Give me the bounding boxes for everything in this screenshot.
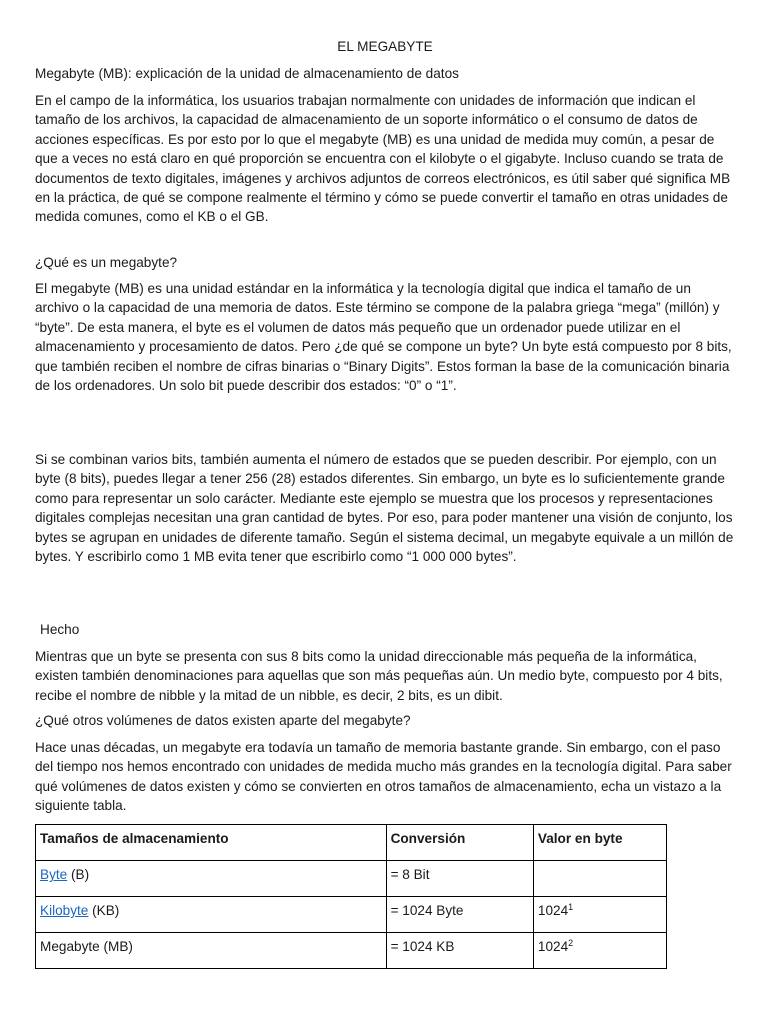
unit-abbrev: (KB) bbox=[88, 903, 120, 918]
table-header-cell: Valor en byte bbox=[533, 825, 666, 861]
heading-que-es-megabyte: ¿Qué es un megabyte? bbox=[35, 255, 178, 270]
paragraph-bits-states: Si se combinan varios bits, también aumenta el número de estados que se pueden describir. Por ejemplo, con un byte (8 bits), puedes llegar a tener 256 (28) estados diferentes. Sin embargo, un byte es lo suficientemente grande como para representar un solo carácter. Mediante este ejemplo se muestra que los procesos y representaciones digitales complejas necesitan una gran cantidad de bytes. Por eso, para poder mantener una visión de conjunto, los bytes se agrupan en unidades de diferente tamaño. Según el sistema decimal, un megabyte equivale a un millón de bytes. Y escribirlo como 1 MB evita tener que escribirlo como “1 000 000 bytes”. bbox=[35, 452, 734, 565]
table-cell-value bbox=[533, 933, 666, 969]
table-cell-size bbox=[36, 897, 387, 933]
value-base: 1024 bbox=[537, 939, 569, 954]
heading-otros-volumenes: ¿Qué otros volúmenes de datos existen aparte del megabyte? bbox=[35, 713, 411, 728]
paragraph-megabyte-definition: El megabyte (MB) es una unidad estándar en la informática y la tecnología digital que indica el tamaño de un archivo o la capacidad de una memoria de datos. Este término se compone de la palabra griega “mega” (millón) y “byte”. De esta manera, el byte es el volumen de datos más pequeño que un ordenador puede utilizar en el almacenamiento y procesamiento de datos. Pero ¿de qué se compone un byte? Un byte está compuesto por 8 bits, que también reciben el nombre de cifras binarias o “Binary Digits”. Estos forman la base de la comunicación binaria de los ordenadores. Un solo bit puede describir dos estados: “0” o “1”. bbox=[35, 281, 732, 394]
value-exponent: 2 bbox=[568, 938, 574, 948]
unit-name: Megabyte (MB) bbox=[40, 939, 133, 954]
kilobyte-link[interactable]: Kilobyte bbox=[40, 903, 89, 918]
table-cell-conversion: = 8 Bit bbox=[386, 861, 533, 897]
unit-abbrev: (B) bbox=[67, 867, 90, 882]
paragraph-nibble: Mientras que un byte se presenta con sus 8 bits como la unidad direccionable más pequeña de la informática, existen también denominaciones para aquellas que son más pequeñas aún. Un medio byte, compuesto por 4 bits, recibe el nombre de nibble y la mitad de un nibble, es decir, 2 bits, es un dibit. bbox=[35, 649, 723, 703]
byte-link[interactable]: Byte bbox=[40, 867, 68, 882]
table-header-row bbox=[36, 825, 667, 861]
table-header-cell: Conversión bbox=[386, 825, 533, 861]
table-cell-value bbox=[533, 861, 666, 897]
document-title: EL MEGABYTE bbox=[337, 39, 433, 54]
paragraph-tabla-intro: Hace unas décadas, un megabyte era todavía un tamaño de memoria bastante grande. Sin embargo, con el paso del tiempo nos hemos encontrado con unidades de medida mucho más grandes en la tecnología digital. Para saber qué volúmenes de datos existen y cómo se convierten en otros tamaños de almacenamiento, echa un vistazo a la siguiente tabla. bbox=[35, 740, 732, 814]
table-cell-conversion: = 1024 Byte bbox=[386, 897, 533, 933]
intro-paragraph: En el campo de la informática, los usuarios trabajan normalmente con unidades de información que indican el tamaño de los archivos, la capacidad de almacenamiento de un soporte informático o el consumo de datos de acciones específicas. Es por esto por lo que el megabyte (MB) es una unidad de medida muy común, a pesar de que a veces no está claro en qué proporción se encuentra con el kilobyte o el gigabyte. Incluso cuando se trata de documentos de texto digitales, imágenes y archivos adjuntos de correos electrónicos, es útil saber qué significa MB en la práctica, de qué se compone realmente el término y cómo se puede convertir el tamaño en otras unidades de medida comunes, como el KB o el GB. bbox=[35, 93, 731, 225]
table-row bbox=[36, 861, 667, 897]
table-row bbox=[36, 897, 667, 933]
table-row bbox=[36, 933, 667, 969]
storage-sizes-table bbox=[35, 824, 667, 969]
heading-hecho: Hecho bbox=[40, 622, 80, 637]
value-exponent: 1 bbox=[568, 902, 574, 912]
table-cell-conversion: = 1024 KB bbox=[386, 933, 533, 969]
document-subtitle: Megabyte (MB): explicación de la unidad de almacenamiento de datos bbox=[35, 66, 459, 81]
table-cell-size bbox=[36, 933, 387, 969]
table-cell-size bbox=[36, 861, 387, 897]
table-cell-value bbox=[533, 897, 666, 933]
value-base: 1024 bbox=[537, 903, 569, 918]
table-header-cell: Tamaños de almacenamiento bbox=[36, 825, 387, 861]
